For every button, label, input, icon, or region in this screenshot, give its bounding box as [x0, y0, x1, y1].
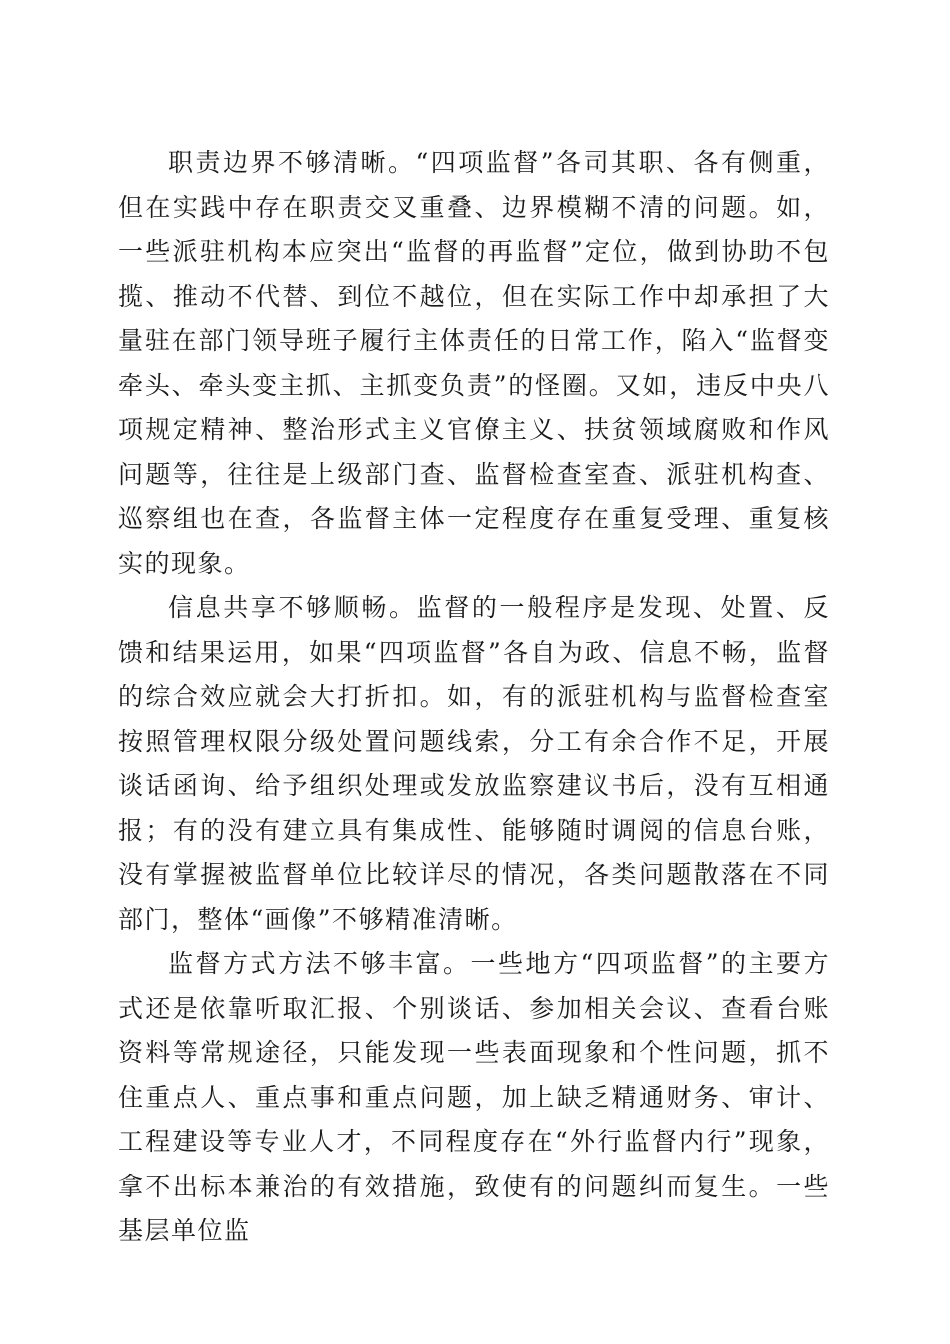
paragraph-supervision-methods: 监督方式方法不够丰富。一些地方“四项监督”的主要方式还是依靠听取汇报、个别谈话、参加相关会议、查看台账资料等常规途径，只能发现一些表面现象和个性问题，抓不住重点人、重点事和重点问题，加上缺乏精通财务、审计、工程建设等专业人才，不同程度存在“外行监督内行”现象，拿不出标本兼治的有效措施，致使有的问题纠而复生。一些基层单位监: [118, 949, 830, 1245]
document-body: [118, 141, 830, 1254]
paragraph-responsibility-boundaries: 职责边界不够清晰。“四项监督”各司其职、各有侧重，但在实践中存在职责交叉重叠、边界模糊不清的问题。如，一些派驻机构本应突出“监督的再监督”定位，做到协助不包揽、推动不代替、到位不越位，但在实际工作中却承担了大量驻在部门领导班子履行主体责任的日常工作，陷入“监督变牵头、牵头变主抓、主抓变负责”的怪圈。又如，违反中央八项规定精神、整治形式主义官僚主义、扶贫领域腐败和作风问题等，往往是上级部门查、监督检查室查、派驻机构查、巡察组也在查，各监督主体一定程度存在重复受理、重复核实的现象。: [118, 148, 830, 578]
paragraph-information-sharing: 信息共享不够顺畅。监督的一般程序是发现、处置、反馈和结果运用，如果“四项监督”各自为政、信息不畅，监督的综合效应就会大打折扣。如，有的派驻机构与监督检查室按照管理权限分级处置问题线索，分工有余合作不足，开展谈话函询、给予组织处理或发放监察建议书后，没有互相通报；有的没有建立具有集成性、能够随时调阅的信息台账，没有掌握被监督单位比较详尽的情况，各类问题散落在不同部门，整体“画像”不够精准清晰。: [118, 593, 830, 934]
